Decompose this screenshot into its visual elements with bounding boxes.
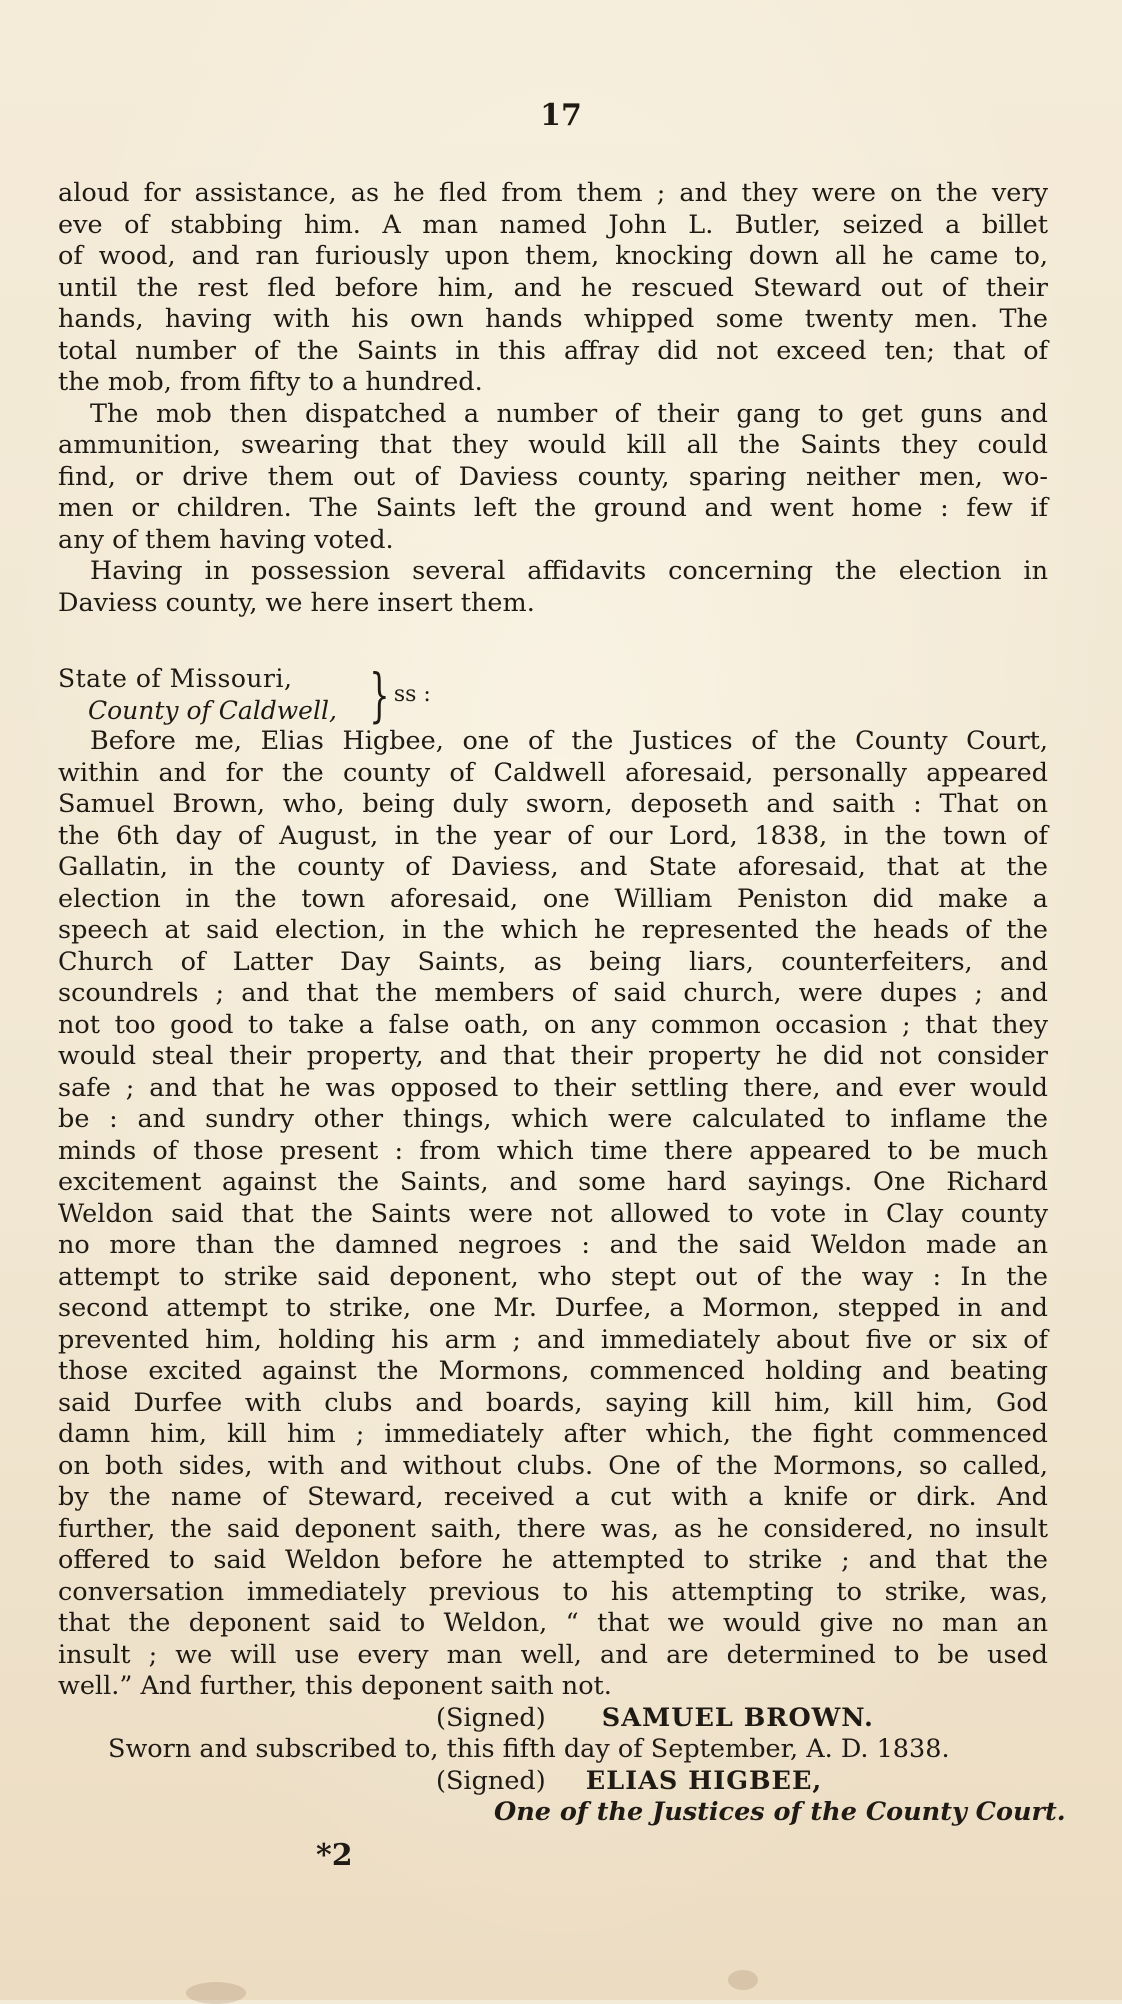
text-line: the 6th day of August, in the year of our Lord, 1838, in the town of [58, 820, 1048, 851]
text-line: eve of stabbing him. A man named John L. Butler, seized a billet [58, 209, 1048, 240]
text-line: those excited against the Mormons, commenced holding and beating [58, 1356, 1048, 1386]
body-text [58, 178, 1066, 1829]
printer-signature-mark: *2 [316, 1838, 353, 1873]
text-line: scoundrels ; and that the members of said church, were dupes ; and [58, 978, 1048, 1008]
text-line: men or children. The Saints left the ground and went home : few if [58, 493, 1048, 523]
signed-label: (Signed) [436, 1765, 546, 1796]
text-line: would steal their property, and that their property he did not consider [58, 1041, 1048, 1071]
text-line: excitement against the Saints, and some hard sayings. One Richard [58, 1167, 1048, 1197]
text-line: not too good to take a false oath, on any common occasion ; that they [58, 1009, 1048, 1040]
text-line: Before me, Elias Higbee, one of the Justices of the County Court, [90, 726, 1048, 756]
text-line: of wood, and ran furiously upon them, knocking down all he came to, [58, 241, 1048, 271]
text-line: any of them having voted. [58, 524, 394, 555]
text-line: said Durfee with clubs and boards, saying kill him, kill him, God [58, 1387, 1048, 1418]
paragraph-2 [58, 399, 1048, 557]
text-line: hands, having with his own hands whipped some twenty men. The [58, 304, 1048, 334]
text-line: safe ; and that he was opposed to their settling there, and ever would [58, 1072, 1048, 1103]
text-line: minds of those present : from which time there appeared to be much [58, 1135, 1048, 1166]
venue-state: State of Missouri, [58, 664, 293, 693]
text-line: Gallatin, in the county of Daviess, and State aforesaid, that at the [58, 852, 1048, 882]
text-line: ammunition, swearing that they would kill all the Saints they could [58, 430, 1048, 460]
text-line: total number of the Saints in this affray did not exceed ten; that of [58, 335, 1048, 366]
page-number: 17 [540, 98, 582, 133]
paragraph-3 [58, 556, 1048, 619]
text-line: until the rest fled before him, and he rescued Steward out of their [58, 272, 1048, 303]
deponent-name: SAMUEL BROWN. [601, 1702, 874, 1733]
signature-block [58, 1702, 1066, 1829]
text-line: find, or drive them out of Daviess county, sparing neither men, wo- [58, 461, 1048, 492]
paper-stain [186, 1982, 246, 2004]
text-line: insult ; we will use every man well, and are determined to be used [58, 1639, 1048, 1670]
text-line: well.” And further, this deponent saith not. [58, 1671, 612, 1701]
text-line: Weldon said that the Saints were not allowed to vote in Clay county [58, 1198, 1048, 1229]
justice-office: One of the Justices of the County Court. [494, 1797, 1066, 1827]
text-line: by the name of Steward, received a cut with a knife or dirk. And [58, 1482, 1048, 1512]
text-line: on both sides, with and without clubs. One of the Mormons, so called, [58, 1450, 1048, 1481]
text-line: Samuel Brown, who, being duly sworn, deposeth and saith : That on [58, 789, 1048, 819]
text-line: the mob, from fifty to a hundred. [58, 367, 483, 397]
text-line: Church of Latter Day Saints, as being liars, counterfeiters, and [58, 946, 1048, 977]
text-line: conversation immediately previous to his attempting to strike, was, [58, 1576, 1048, 1607]
signed-label: (Signed) [436, 1702, 546, 1733]
text-line: The mob then dispatched a number of their gang to get guns and [90, 398, 1048, 429]
paper-stain [728, 1970, 758, 1990]
text-line: no more than the damned negroes : and the said Weldon made an [58, 1230, 1048, 1260]
text-line: election in the town aforesaid, one William Peniston did make a [58, 883, 1048, 914]
venue-ss: ss : [393, 681, 431, 707]
affidavit-venue [58, 660, 1048, 729]
text-line: Having in possession several affidavits concerning the election in [90, 556, 1048, 586]
text-line: within and for the county of Caldwell aforesaid, personally appeared [58, 757, 1048, 788]
text-line: speech at said election, in the which he represented the heads of the [58, 915, 1048, 945]
text-line: Daviess county, we here insert them. [58, 587, 535, 618]
text-line: further, the said deponent saith, there was, as he considered, no insult [58, 1513, 1048, 1544]
text-line: be : and sundry other things, which were calculated to inflame the [58, 1104, 1048, 1134]
text-line: prevented him, holding his arm ; and immediately about five or six of [58, 1324, 1048, 1355]
text-line: that the deponent said to Weldon, “ that we would give no man an [58, 1608, 1048, 1638]
text-line: damn him, kill him ; immediately after which, the fight commenced [58, 1419, 1048, 1449]
paragraph-1 [58, 178, 1048, 399]
venue-county: County of Caldwell, [88, 695, 337, 725]
affidavit-body [58, 726, 1048, 1703]
brace-glyph: } [369, 660, 390, 729]
text-line: attempt to strike said deponent, who stept out of the way : In the [58, 1261, 1048, 1292]
text-line: aloud for assistance, as he fled from them ; and they were on the very [58, 178, 1048, 208]
sworn-statement: Sworn and subscribed to, this fifth day of September, A. D. 1838. [108, 1734, 950, 1764]
text-line: offered to said Weldon before he attempted to strike ; and that the [58, 1545, 1048, 1575]
justice-name: ELIAS HIGBEE, [585, 1765, 823, 1796]
text-line: second attempt to strike, one Mr. Durfee, a Mormon, stepped in and [58, 1293, 1048, 1323]
